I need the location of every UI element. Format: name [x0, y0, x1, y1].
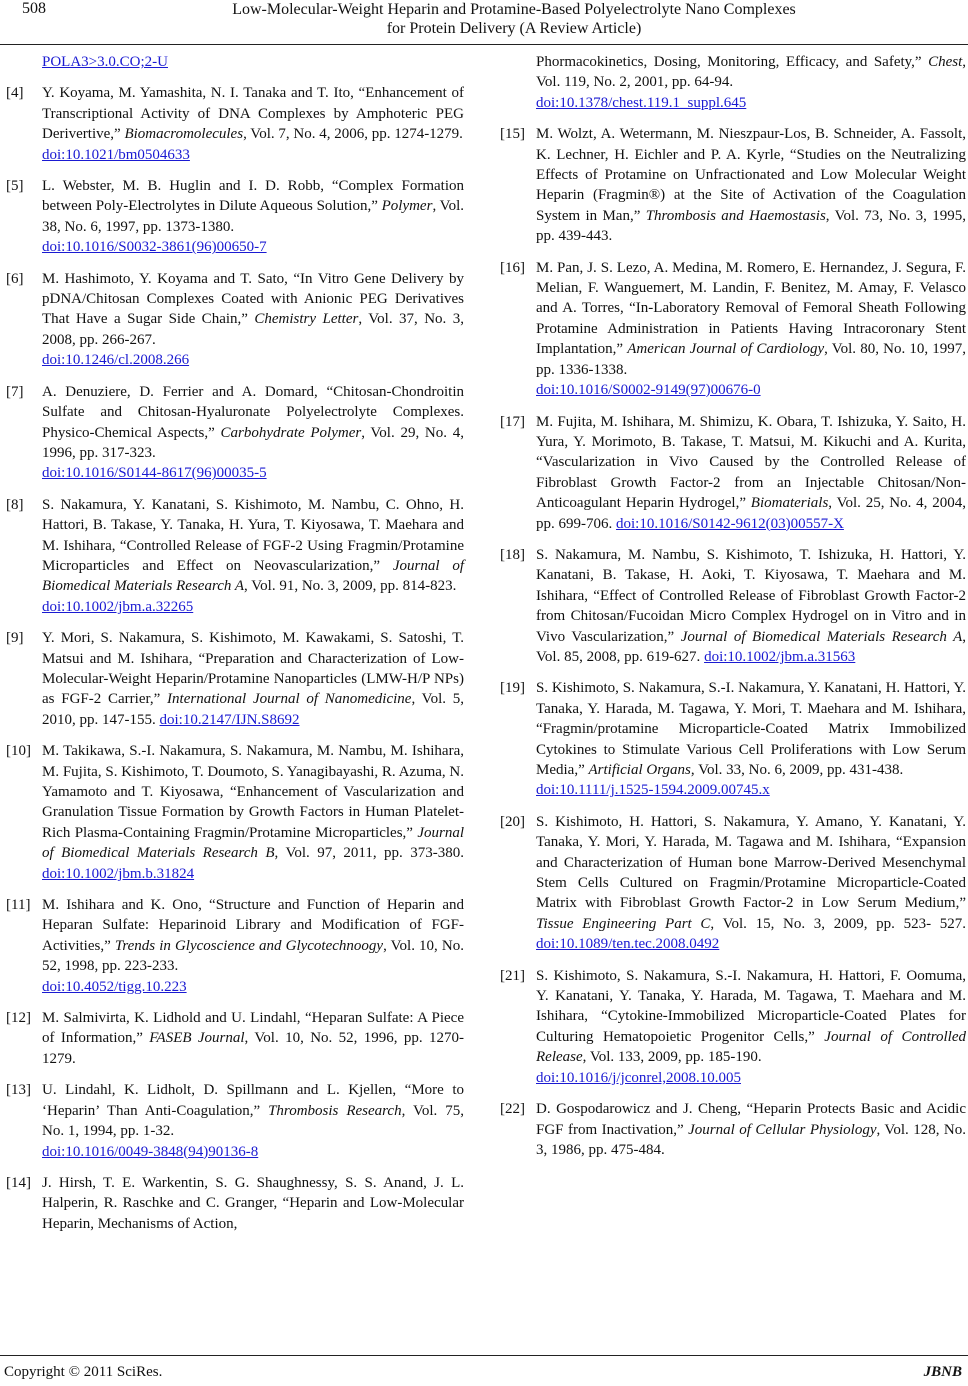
reference-text: M. Wolzt, A. Wetermann, M. Nieszpaur-Los, B. Schneider, A. Fassolt, K. Lechner, H. Eichler and P. A. Kyrle, “Studies on the Neutralizing Effects of Protamine on Unfractionated and Low Molecular Weight Heparin (Fragmin®) at the Site of Activation of the Coagulation System in Man,” — [536, 126, 966, 224]
reference-number: [22] — [500, 1101, 525, 1118]
reference-body — [42, 741, 464, 884]
doi-link[interactable]: doi:10.1016/S0144-8617(96)00035-5 — [42, 465, 267, 482]
doi-link[interactable]: doi:10.1378/chest.119.1_suppl.645 — [536, 94, 747, 111]
reference-journal: Tissue Engineering Part C — [536, 915, 711, 932]
reference-text: S. Kishimoto, S. Nakamura, S.-I. Nakamura, Y. Kanatani, H. Hattori, Y. Tanaka, Y. Harada, M. Tagawa, Y. Mori, T. Maehara and M. Ishihara, “Fragmin/protamine Microparticle-Coated Matrix Immobilized Cytokines to Stimulate Various Cell Proliferations with Low Serum Media,” — [536, 680, 966, 778]
reference-item — [6, 1008, 464, 1069]
header-title-line1: Low-Molecular-Weight Heparin and Protamine-Based Polyelectrolyte Nano Complexes — [232, 1, 796, 18]
reference-number: [18] — [500, 546, 525, 563]
doi-link[interactable]: doi:10.1016/S0142-9612(03)00557-X — [616, 515, 844, 532]
reference-text: M. Pan, J. S. Lezo, A. Medina, M. Romero, E. Hernandez, J. Segura, F. Melian, F. Wanguemert, M. Landin, F. Benitez, M. Amay, F. Velasco and A. Torres, “In-Laboratory Removal of Femoral Sheath Following Protamine Administration in Patients Having Intracoronary Stent Implantation,” — [536, 259, 966, 358]
reference-details: , Vol. 97, 2011, pp. 373-380. — [274, 845, 465, 862]
footer-copyright: Copyright © 2011 SciRes. — [4, 1364, 163, 1380]
reference-body — [42, 1173, 464, 1234]
reference-journal: American Journal of Cardiology — [627, 341, 825, 358]
reference-item — [500, 812, 966, 955]
reference-number: [8] — [6, 496, 24, 513]
reference-number: [20] — [500, 813, 525, 830]
doi-link[interactable]: doi:10.2147/IJN.S8692 — [159, 711, 300, 728]
reference-number: [19] — [500, 680, 525, 697]
reference-item — [6, 628, 464, 730]
reference-text: M. Hashimoto, Y. Koyama and T. Sato, “In Vitro Gene Delivery by pDNA/Chitosan Complexes Coated with Anionic PEG Derivatives That Have a Sugar Side Chain,” — [42, 270, 464, 328]
doi-link[interactable]: doi:10.1016/j/jconrel,2008.10.005 — [536, 1069, 741, 1086]
footer-rule — [0, 1355, 968, 1356]
page-number: 508 — [22, 0, 46, 17]
header-title-line2: for Protein Delivery (A Review Article) — [386, 20, 642, 37]
reference-item — [500, 545, 966, 667]
reference-journal: International Journal of Nanomedicine — [167, 691, 412, 708]
footer-journal: JBNB — [923, 1364, 962, 1380]
header-rule — [0, 44, 968, 45]
reference-details: , Vol. 80, No. 10, 1997, pp. 1336-1338. — [536, 341, 966, 378]
reference-item — [6, 495, 464, 617]
reference-body — [42, 1080, 464, 1162]
reference-details: , Vol. 15, No. 3, 2009, pp. 523- 527. — [710, 915, 967, 932]
reference-details: , Vol. 10, No. 52, 1998, pp. 223-233. — [42, 937, 464, 975]
reference-item — [500, 124, 966, 246]
reference-number: [4] — [6, 85, 24, 102]
doi-link[interactable]: doi:10.1021/bm0504633 — [42, 146, 190, 163]
reference-number: [13] — [6, 1082, 31, 1099]
reference-text: J. Hirsh, T. E. Warkentin, S. G. Shaughnessy, S. S. Anand, J. L. Halperin, R. Raschke and C. Granger, “Heparin and Low-Molecular Heparin, Mechanisms of Action, — [42, 1174, 464, 1232]
doi-link[interactable]: doi:10.1002/jbm.a.32265 — [42, 598, 194, 615]
reference-journal: Thrombosis Research — [268, 1102, 402, 1119]
reference-item — [500, 1099, 966, 1160]
reference-details: , Vol. 75, No. 1, 1994, pp. 1-32. — [42, 1102, 464, 1140]
reference-text: S. Nakamura, Y. Kanatani, S. Kishimoto, M. Nambu, C. Ohno, H. Hattori, B. Takase, Y. Tanaka, H. Yura, T. Kiyosawa, T. Maehara and M. Ishihara, “Controlled Release of FGF-2 Using Fragmin/Protamine Microparticles and Effect on Neovascularization,” — [42, 496, 464, 574]
reference-journal: Journal of Biomedical Materials Research A — [42, 557, 464, 595]
reference-body — [536, 812, 966, 955]
reference-text: S. Kishimoto, S. Nakamura, S.-I. Nakamura, H. Hattori, F. Oomuma, Y. Kanatani, Y. Tanaka, Y. Harada, M. Tagawa, T. Maehara and M. Ishihara, “Cytokine-Immobilized Microparticle-Coated Plates for Culturing Hematopoietic Progenitor Cells,” — [536, 967, 966, 1045]
reference-body — [536, 966, 966, 1088]
reference-journal: Carbohydrate Polymer — [220, 424, 362, 441]
reference-body — [42, 176, 464, 258]
reference-number: [11] — [6, 897, 31, 914]
reference-body — [42, 495, 464, 617]
reference-journal: Journal of Controlled Release — [536, 1028, 967, 1066]
reference-details: , Vol. 10, No. 52, 1996, pp. 1270-1279. — [42, 1030, 464, 1067]
reference-item — [500, 412, 966, 534]
reference-journal: Biomacromolecules — [124, 126, 244, 143]
continuation-reference — [500, 52, 966, 113]
reference-text: Y. Koyama, M. Yamashita, N. I. Tanaka and T. Ito, “Enhancement of Transcriptional Activity of DNA Complexes by Amphoteric PEG Derivertive,” — [42, 85, 464, 143]
reference-text: D. Gospodarowicz and J. Cheng, “Heparin Protects Basic and Acidic FGF from Inactivation,” — [536, 1101, 966, 1138]
reference-item — [500, 678, 966, 800]
reference-body — [536, 1099, 966, 1160]
reference-details: , Vol. 25, No. 4, 2004, pp. 699-706. — [536, 495, 966, 532]
reference-body — [536, 678, 966, 800]
reference-text: Phormacokinetics, Dosing, Monitoring, Efficacy, and Safety,” — [536, 54, 929, 70]
reference-item — [500, 258, 966, 401]
reference-details: , Vol. 73, No. 3, 1995, pp. 439-443. — [536, 207, 966, 245]
reference-body — [536, 258, 966, 401]
reference-journal: Biomaterials — [750, 495, 829, 512]
doi-link[interactable]: doi:10.4052/tigg.10.223 — [42, 978, 187, 995]
reference-journal: Artificial Organs — [588, 762, 691, 778]
reference-text: M. Salmivirta, K. Lidhold and U. Lindahl, “Heparan Sulfate: A Piece of Information,” — [42, 1010, 464, 1047]
reference-body — [42, 1008, 464, 1069]
reference-journal: Polymer — [381, 198, 433, 215]
reference-journal: Chest — [928, 54, 963, 70]
reference-text: S. Kishimoto, H. Hattori, S. Nakamura, Y. Amano, Y. Kanatani, Y. Tanaka, Y. Mori, Y. Harada, M. Tagawa and M. Ishihara, “Expansion and Characterization of Human bone Marrow-Derived Mesenchymal Stem Cells Cultured on Fragmin/Protamine Microparticle-Coated Matrix with Fibroblast Growth Factor-2 in Low Serum Medium,” — [536, 813, 966, 912]
reference-item — [6, 1173, 464, 1234]
reference-details: , Vol. 29, No. 4, 1996, pp. 317-323. — [42, 424, 464, 461]
reference-text: L. Webster, M. B. Huglin and I. D. Robb, “Complex Formation between Poly-Electrolytes in Dilute Aqueous Solution,” — [42, 178, 464, 215]
reference-details: , Vol. 38, No. 6, 1997, pp. 1373-1380. — [42, 198, 464, 235]
reference-number: [6] — [6, 270, 24, 287]
doi-link[interactable]: doi:10.1016/S0002-9149(97)00676-0 — [536, 382, 761, 399]
reference-item — [6, 83, 464, 165]
reference-journal: Trends in Glycoscience and Glycotechnoogy — [114, 937, 384, 954]
reference-journal: Thrombosis and Haemostasis — [645, 207, 826, 224]
reference-journal: Journal of Biomedical Materials Research B — [42, 824, 464, 862]
reference-item — [6, 1080, 464, 1162]
reference-details: , Vol. 128, No. 3, 1986, pp. 475-484. — [536, 1121, 966, 1158]
reference-text: M. Fujita, M. Ishihara, M. Shimizu, K. Obara, T. Ishizuka, Y. Saito, H. Yura, Y. Morimoto, B. Takase, T. Matsui, M. Kikuchi and A. Kurita, “Vascularization in Vivo Caused by the Controlled Release of Fibroblast Growth Factor-2 from an Injectable Chitosan/Non-Anticoagulant Heparin Hydrogel,” — [536, 413, 966, 512]
reference-item — [6, 269, 464, 371]
doi-link[interactable]: doi:10.1016/S0032-3861(96)00650-7 — [42, 239, 267, 256]
reference-details: , Vol. 33, No. 6, 2009, pp. 431-438. — [690, 762, 904, 778]
doi-link[interactable]: doi:10.1246/cl.2008.266 — [42, 352, 190, 369]
right-column — [500, 52, 966, 1171]
reference-item — [6, 895, 464, 997]
reference-details: , Vol. 7, No. 4, 2006, pp. 1274-1279. — [243, 126, 463, 143]
reference-text: A. Denuziere, D. Ferrier and A. Domard, “Chitosan-Chondroitin Sulfate and Chitosan-Hyaluronate Polyelectrolyte Complexes. Physico-Chemical Aspects,” — [42, 383, 464, 441]
left-column — [6, 52, 464, 1245]
reference-details: , Vol. 37, No. 3, 2008, pp. 266-267. — [42, 311, 464, 348]
reference-details: , Vol. 85, 2008, pp. 619-627. — [536, 628, 967, 665]
doi-link[interactable]: doi:10.1089/ten.tec.2008.0492 — [536, 936, 720, 953]
reference-body — [42, 83, 464, 165]
reference-journal: Chemistry Letter — [254, 311, 359, 328]
reference-details: , Vol. 5, 2010, pp. 147-155. — [42, 691, 465, 728]
reference-number: [15] — [500, 126, 525, 143]
reference-journal: Journal of Cellular Physiology — [688, 1121, 877, 1138]
doi-link[interactable]: doi:10.1002/jbm.a.31563 — [704, 648, 856, 665]
reference-number: [17] — [500, 413, 525, 430]
reference-text: Y. Mori, S. Nakamura, S. Kishimoto, M. Kawakami, S. Satoshi, T. Matsui and M. Ishihara, “Preparation and Characterization of Low-Molecular-Weight Heparin/Protamine Nanoparticles (LMW-H/P NPs) as FGF-2 Carrier,” — [42, 630, 464, 708]
reference-body — [42, 628, 464, 730]
reference-details: , Vol. 133, 2009, pp. 185-190. — [582, 1049, 762, 1066]
reference-number: [7] — [6, 383, 24, 400]
reference-number: [21] — [500, 967, 525, 984]
reference-body — [42, 382, 464, 484]
reference-details: , Vol. 119, No. 2, 2001, pp. 64-94. — [536, 54, 966, 91]
reference-details: , Vol. 91, No. 3, 2009, pp. 814-823. — [244, 578, 457, 595]
reference-item — [500, 966, 966, 1088]
doi-link[interactable]: POLA3>3.0.CO;2-U — [42, 54, 168, 70]
reference-body — [42, 895, 464, 997]
reference-text: U. Lindahl, K. Lidholt, D. Spillmann and L. Kjellen, “More to ‘Heparin’ Than Anti-Coagulation,” — [42, 1082, 464, 1119]
reference-number: [14] — [6, 1174, 31, 1191]
reference-body — [536, 124, 966, 246]
doi-link[interactable]: doi:10.1016/0049-3848(94)90136-8 — [42, 1143, 259, 1160]
reference-text: M. Takikawa, S.-I. Nakamura, S. Nakamura, M. Nambu, M. Ishihara, M. Fujita, S. Kishimoto, T. Doumoto, S. Yanagibayashi, R. Azuma, N. Yamamoto and T. Kiyosawa, “Enhancement of Vascularization and Granulation Tissue Formation by Growth Factors in Human Platelet-Rich Plasma-Containing Fragmin/Protamine Microparticles,” — [42, 743, 464, 841]
reference-body — [536, 545, 966, 667]
reference-number: [10] — [6, 743, 31, 760]
reference-number: [12] — [6, 1010, 31, 1027]
reference-item — [6, 741, 464, 884]
reference-number: [16] — [500, 259, 525, 276]
running-header — [80, 0, 948, 38]
doi-link[interactable]: doi:10.1002/jbm.b.31824 — [42, 865, 195, 882]
reference-item — [6, 176, 464, 258]
reference-item — [6, 382, 464, 484]
reference-body — [536, 412, 966, 534]
reference-body — [42, 269, 464, 371]
reference-journal: FASEB Journal — [149, 1030, 245, 1047]
continuation-doi[interactable] — [6, 52, 464, 72]
reference-text: S. Nakamura, M. Nambu, S. Kishimoto, T. Ishizuka, H. Hattori, Y. Kanatani, B. Takase, H. Aoki, T. Kiyosawa, T. Maehara and M. Ishihara, “Effect of Controlled Release of Fibroblast Growth Factor-2 from Chitosan/Fucoidan Micro Complex Hydrogel on in Vitro and in Vivo Vascularization,” — [536, 546, 966, 645]
doi-link[interactable]: doi:10.1111/j.1525-1594.2009.00745.x — [536, 782, 770, 799]
reference-number: [5] — [6, 178, 24, 195]
reference-journal: Journal of Biomedical Materials Research A — [680, 628, 963, 645]
reference-number: [9] — [6, 630, 24, 647]
reference-text: M. Ishihara and K. Ono, “Structure and Function of Heparin and Heparan Sulfate: Heparinoid Library and Modification of FGF-Activities,” — [42, 897, 464, 954]
